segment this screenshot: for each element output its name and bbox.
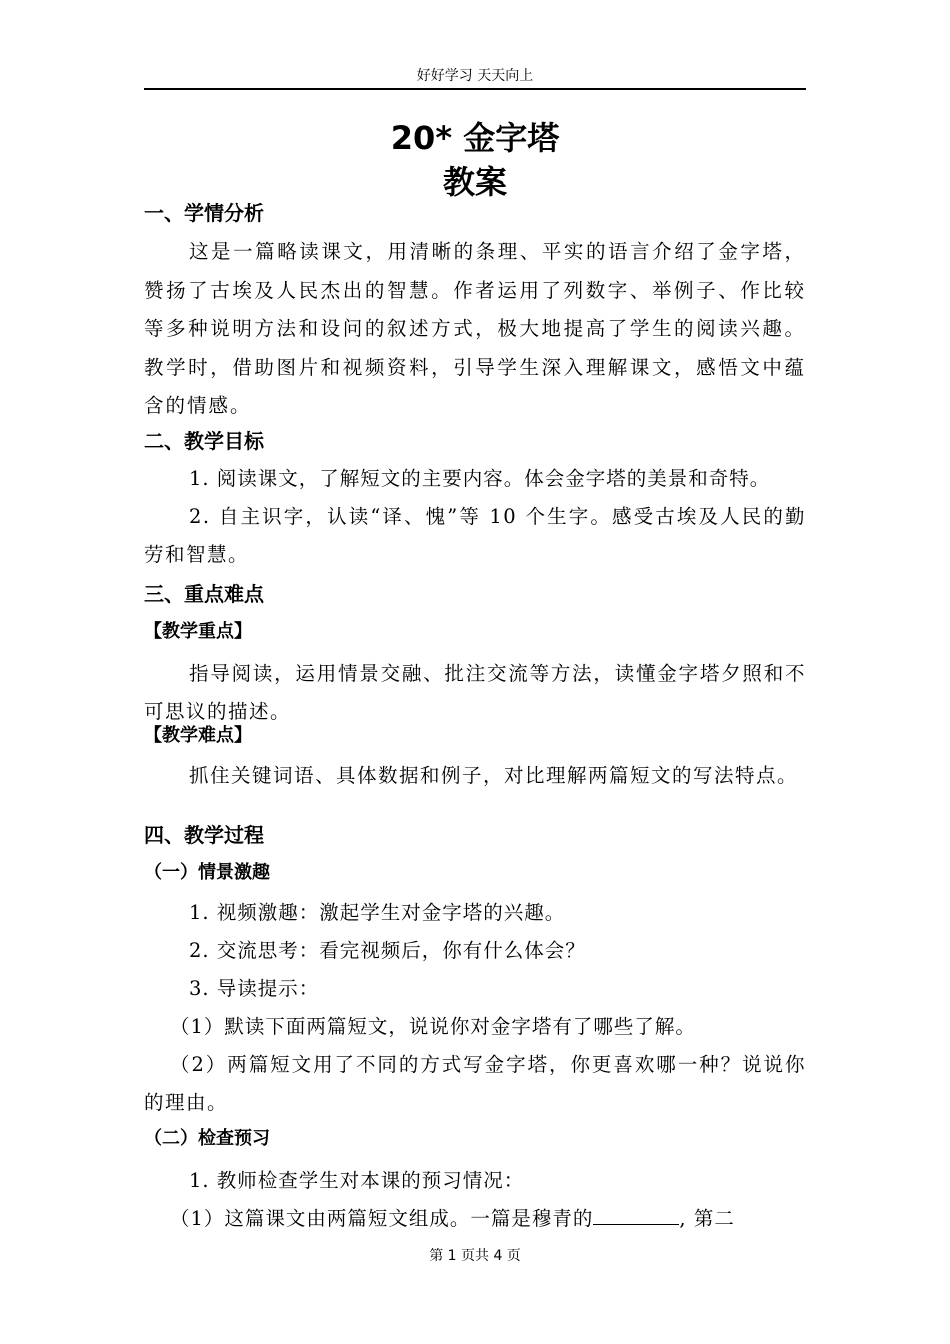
document-title: 20* 金字塔 (390, 119, 560, 157)
key-point-label: 【教学重点】 (144, 621, 252, 642)
analysis-paragraph: 这是一篇略读课文，用清晰的条理、平实的语言介绍了金字塔，赞扬了古埃及人民杰出的智慧。作者运用了列数字、举例子、作比较等多种说明方法和设问的叙述方式，极大地提高了学生的阅读兴趣。教学时，借助图片和视频资料，引导学生深入理解课文，感悟文中蕴含的情感。 (144, 240, 806, 417)
fill-in-blank (593, 1208, 679, 1225)
preview-question-continuation: , 第二 (679, 1207, 735, 1230)
process-step: 1. 教师检查学生对本课的预习情况： (189, 1169, 525, 1192)
preview-question-text: （1）这篇课文由两篇短文组成。一篇是穆青的 (170, 1207, 594, 1230)
process-part-label: （二）检查预习 (144, 1128, 270, 1149)
goal-item: 2. 自主识字，认读“译、愧”等 10 个生字。感受古埃及人民的勤劳和智慧。 (144, 505, 806, 566)
difficulty-text: 抓住关键词语、具体数据和例子，对比理解两篇短文的写法特点。 (189, 764, 799, 787)
page-footer: 第 1 页共 4 页 (429, 1248, 521, 1264)
section-heading-process: 四、教学过程 (144, 823, 264, 847)
guide-question: （1）默读下面两篇短文，说说你对金字塔有了哪些了解。 (170, 1015, 696, 1038)
process-step: 3. 导读提示： (189, 977, 320, 1000)
section-heading-key-points: 三、重点难点 (144, 582, 264, 606)
key-point-text: 指导阅读，运用情景交融、批注交流等方法，读懂金字塔夕照和不可思议的描述。 (144, 662, 806, 723)
process-step: 2. 交流思考：看完视频后，你有什么体会？ (189, 939, 586, 962)
page-header: 好好学习 天天向上 (416, 68, 534, 84)
preview-question (170, 1200, 735, 1238)
process-step: 1. 视频激趣：激起学生对金字塔的兴趣。 (189, 901, 566, 924)
goal-item: 1. 阅读课文，了解短文的主要内容。体会金字塔的美景和奇特。 (189, 467, 771, 490)
process-part-label: （一）情景激趣 (144, 862, 270, 883)
guide-question: （2）两篇短文用了不同的方式写金字塔，你更喜欢哪一种？说说你的理由。 (144, 1053, 806, 1114)
document-subtitle: 教案 (442, 163, 507, 201)
section-heading-analysis: 一、学情分析 (144, 201, 264, 225)
header-divider (144, 88, 806, 90)
section-heading-goals: 二、教学目标 (144, 429, 264, 453)
difficulty-label: 【教学难点】 (144, 725, 252, 746)
